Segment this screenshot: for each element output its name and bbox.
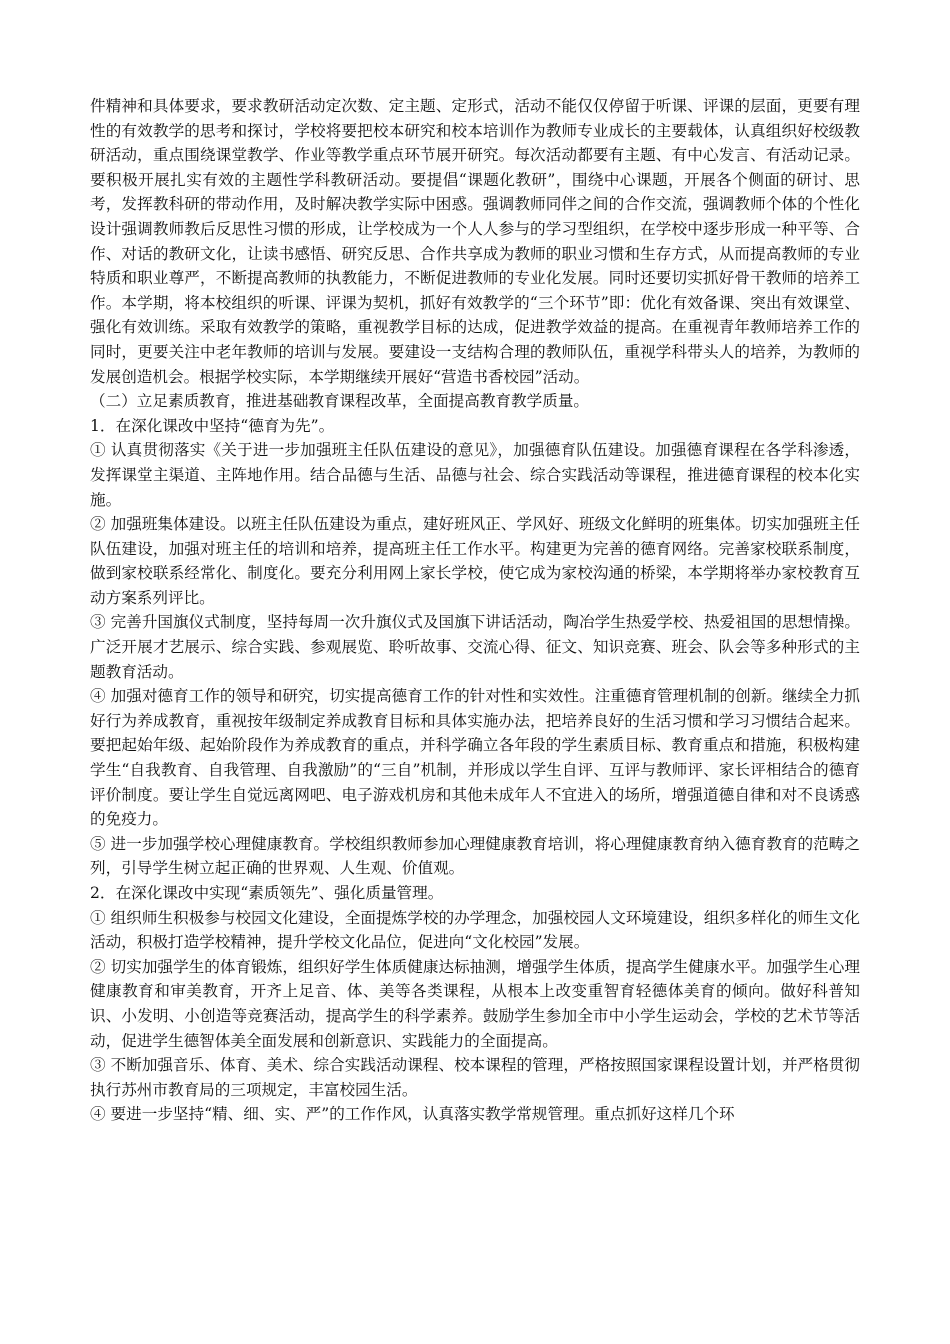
list-item-flag-ceremony: ③ 完善升国旗仪式制度，坚持每周一次升旗仪式及国旗下讲话活动，陶冶学生热爱学校、热爱祖国的思想情操。广泛开展才艺展示、综合实践、参观展览、聆听故事、交流心得、征文、知识竞赛、班会、队会等多种形式的主题教育活动。 [90,613,860,681]
paragraph-teaching-research: 件精神和具体要求，要求教研活动定次数、定主题、定形式，活动不能仅仅停留于听课、评课的层面，更要有理性的有效教学的思考和探讨，学校将要把校本研究和校本培训作为教师专业成长的主要载体，认真组织好校级教研活动，重点围绕课堂教学、作业等教学重点环节展开研究。每次活动都要有主题、有中心发言、有活动记录。要积极开展扎实有效的主题性学科教研活动。要提倡“课题化教研”，围绕中心课题，开展各个侧面的研讨、思考，发挥教科研的带动作用，及时解决教学实际中困惑。强调教师同伴之间的合作交流，强调教师个体的个性化设计强调教师教后反思性习惯的形成，让学校成为一个人人参与的学习型组织，在学校中逐步形成一种平等、合作、对话的教研文化，让读书感悟、研究反思、合作共享成为教师的职业习惯和生存方式，从而提高教师的专业特质和职业尊严，不断提高教师的执教能力，不断促进教师的专业化发展。同时还要切实抓好骨干教师的培养工作。本学期，将本校组织的听课、评课为契机，抓好有效教学的“三个环节”即：优化有效备课、突出有效课堂、强化有效训练。采取有效教学的策略，重视教学目标的达成，促进教学效益的提高。在重视青年教师培养工作的同时，更要关注中老年教师的培训与发展。要建设一支结构合理的教师队伍，重视学科带头人的培养，为教师的发展创造机会。根据学校实际，本学期继续开展好“营造书香校园”活动。 [90,97,860,386]
list-item-class-building: ② 加强班集体建设。以班主任队伍建设为重点，建好班风正、学风好、班级文化鲜明的班集体。切实加强班主任队伍建设，加强对班主任的培训和培养，提高班主任工作水平。构建更为完善的德育网络。完善家校联系制度，做到家校联系经常化、制度化。要充分利用网上家长学校，使它成为家校沟通的桥梁，本学期将举办家校教育互动方案系列评比。 [90,515,860,607]
list-item-physical-exercise: ② 切实加强学生的体育锻炼，组织好学生体质健康达标抽测，增强学生体质，提高学生健康水平。加强学生心理健康教育和审美教育，开齐上足音、体、美等各类课程，从根本上改变重智育轻德体美育的倾向。做好科普知识、小发明、小创造等竞赛活动，提高学生的科学素养。鼓励学生参加全市中小学生运动会，学校的艺术节等活动，促进学生德智体美全面发展和创新意识、实践能力的全面提高。 [90,957,860,1050]
document-page [90,94,860,1127]
list-item-moral-leadership: ④ 加强对德育工作的领导和研究，切实提高德育工作的针对性和实效性。注重德育管理机制的创新。继续全力抓好行为养成教育，重视按年级制定养成教育目标和具体实施办法，把培养良好的生活习惯和学习习惯结合起来。要把起始年级、起始阶段作为养成教育的重点，并科学确立各年段的学生素质目标、教育重点和措施，积极构建学生“自我教育、自我管理、自我激励”的“三自”机制，并形成以学生自评、互评与教师评、家长评相结合的德育评价制度。要让学生自觉远离网吧、电子游戏机房和其他未成年人不宜进入的场所，增强道德自律和对不良诱惑的免疫力。 [90,687,860,829]
subheading-quality-first: 2．在深化课改中实现“素质领先”、强化质量管理。 [90,884,444,902]
subheading-moral-education-first: 1．在深化课改中坚持“德育为先”。 [90,416,335,435]
list-item-teaching-routine: ④ 要进一步坚持“精、细、实、严”的工作作风，认真落实教学常规管理。重点抓好这样几个环 [90,1105,735,1124]
section-heading-quality-education: （二）立足素质教育，推进基础教育课程改革，全面提高教育教学质量。 [90,392,590,411]
list-item-moral-team: ① 认真贯彻落实《关于进一步加强班主任队伍建设的意见》，加强德育队伍建设。加强德育课程在各学科渗透，发挥课堂主渠道、主阵地作用。结合品德与生活、品德与社会、综合实践活动等课程，推进德育课程的校本化实施。 [90,441,860,509]
list-item-curriculum-management: ③ 不断加强音乐、体育、美术、综合实践活动课程、校本课程的管理，严格按照国家课程设置计划，并严格贯彻执行苏州市教育局的三项规定，丰富校园生活。 [90,1056,860,1099]
list-item-campus-culture: ① 组织师生积极参与校园文化建设，全面提炼学校的办学理念，加强校园人文环境建设，组织多样化的师生文化活动，积极打造学校精神，提升学校文化品位，促进向“文化校园”发展。 [90,908,860,952]
list-item-mental-health: ⑤ 进一步加强学校心理健康教育。学校组织教师参加心理健康教育培训，将心理健康教育纳入德育教育的范畴之列，引导学生树立起正确的世界观、人生观、价值观。 [90,834,860,878]
